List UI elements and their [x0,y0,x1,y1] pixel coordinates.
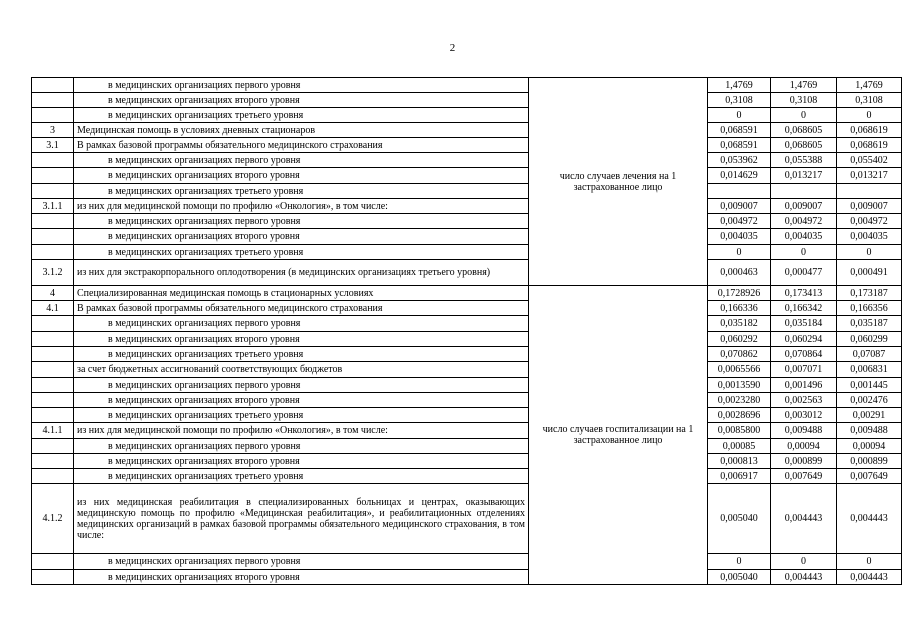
value-year-2: 1,4769 [771,78,837,93]
value-year-1: 0,00085 [708,439,771,454]
row-label: в медицинских организациях третьего уровня [74,184,529,199]
row-number [32,439,74,454]
value-year-3: 0,035187 [837,316,902,332]
table-row [32,423,902,439]
value-year-1: 0,068591 [708,138,771,153]
value-year-1: 0,014629 [708,168,771,184]
value-year-1: 0,0085800 [708,423,771,439]
value-year-2 [771,184,837,199]
value-year-1: 0,035182 [708,316,771,332]
value-year-3: 0,000491 [837,260,902,286]
value-year-2: 0,009007 [771,199,837,214]
row-number [32,362,74,378]
value-year-1: 0,004972 [708,214,771,229]
value-year-2: 0,068605 [771,138,837,153]
value-year-3: 0,060299 [837,332,902,347]
row-label: в медицинских организациях первого уровня [74,214,529,229]
table-row [32,229,902,245]
value-year-3: 0,068619 [837,138,902,153]
value-year-3: 0,004972 [837,214,902,229]
value-year-1: 0,053962 [708,153,771,168]
row-number [32,108,74,123]
row-label: за счет бюджетных ассигнований соответствующих бюджетов [74,362,529,378]
row-label: в медицинских организациях первого уровня [74,153,529,168]
row-number [32,93,74,108]
value-year-3: 0,002476 [837,393,902,408]
value-year-1: 0 [708,245,771,260]
table-row [32,454,902,469]
value-year-3: 0,3108 [837,93,902,108]
row-number: 4.1.2 [32,484,74,554]
value-year-3: 0,004443 [837,484,902,554]
table-row [32,378,902,393]
unit-cell: число случаев госпитализации на 1 застрахованное лицо [529,286,708,585]
value-year-2: 0,173413 [771,286,837,301]
row-label: в медицинских организациях второго уровня [74,93,529,108]
value-year-3: 0,166356 [837,301,902,316]
value-year-2: 0,000899 [771,454,837,469]
row-label: из них для медицинской помощи по профилю «Онкология», в том числе: [74,423,529,439]
value-year-1: 0,009007 [708,199,771,214]
table-row [32,245,902,260]
value-year-3: 0,009007 [837,199,902,214]
value-year-3: 0,006831 [837,362,902,378]
row-label: в медицинских организациях первого уровня [74,554,529,570]
row-label: в медицинских организациях первого уровня [74,316,529,332]
value-year-2: 0,004972 [771,214,837,229]
row-label: из них для экстракорпорального оплодотворения (в медицинских организациях третьего уровня) [74,260,529,286]
value-year-2: 0,007649 [771,469,837,484]
table-row [32,362,902,378]
table-row [32,78,902,93]
value-year-3: 0 [837,554,902,570]
table-row [32,214,902,229]
value-year-2: 0,060294 [771,332,837,347]
value-year-2: 0,007071 [771,362,837,378]
row-label: в медицинских организациях второго уровня [74,454,529,469]
value-year-2: 0,166342 [771,301,837,316]
value-year-2: 0 [771,245,837,260]
value-year-3: 0,013217 [837,168,902,184]
value-year-1: 0,005040 [708,570,771,585]
value-year-2: 0,004443 [771,570,837,585]
value-year-3: 0 [837,245,902,260]
row-number [32,408,74,423]
value-year-3: 0,007649 [837,469,902,484]
row-number [32,316,74,332]
table-row [32,554,902,570]
row-number [32,168,74,184]
table-row [32,393,902,408]
value-year-2: 0 [771,554,837,570]
row-label: из них для медицинской помощи по профилю «Онкология», в том числе: [74,199,529,214]
value-year-2: 0,055388 [771,153,837,168]
table-row [32,199,902,214]
row-label: Медицинская помощь в условиях дневных стационаров [74,123,529,138]
value-year-3: 0,000899 [837,454,902,469]
row-label: в медицинских организациях второго уровня [74,570,529,585]
row-label: в медицинских организациях второго уровня [74,393,529,408]
value-year-3: 0 [837,108,902,123]
row-label: в медицинских организациях третьего уровня [74,347,529,362]
row-label: в медицинских организациях первого уровня [74,439,529,454]
row-label: в медицинских организациях третьего уровня [74,245,529,260]
table-row [32,168,902,184]
value-year-1: 0,060292 [708,332,771,347]
indicator-table-body [32,78,902,585]
value-year-1: 0,166336 [708,301,771,316]
value-year-1: 0,0065566 [708,362,771,378]
row-label: В рамках базовой программы обязательного медицинского страхования [74,138,529,153]
row-number [32,184,74,199]
value-year-1: 0 [708,554,771,570]
page-number: 2 [449,42,456,54]
table-row [32,123,902,138]
table-row [32,260,902,286]
value-year-2: 0,3108 [771,93,837,108]
value-year-1: 0,0013590 [708,378,771,393]
row-number: 3.1.2 [32,260,74,286]
table-row [32,93,902,108]
table-row [32,316,902,332]
row-number [32,153,74,168]
value-year-3: 0,068619 [837,123,902,138]
table-row [32,469,902,484]
table-row [32,184,902,199]
table-row [32,332,902,347]
value-year-2: 0 [771,108,837,123]
unit-cell: число случаев лечения на 1 застрахованное лицо [529,78,708,286]
table-row [32,484,902,554]
row-label: в медицинских организациях третьего уровня [74,469,529,484]
value-year-3: 0,001445 [837,378,902,393]
row-label: в медицинских организациях первого уровня [74,78,529,93]
row-number [32,378,74,393]
value-year-1: 0,005040 [708,484,771,554]
value-year-3: 0,004443 [837,570,902,585]
row-number [32,332,74,347]
value-year-1: 0,070862 [708,347,771,362]
row-label: из них медицинская реабилитация в специализированных больницах и центрах, оказывающих медицинскую помощь по профилю «Медицинская реабилитация», и реабилитационных отделениях медицинских организаций в рамках базовой программы обязательного медицинского страхования, в том числе: [74,484,529,554]
row-number [32,78,74,93]
value-year-3: 0,173187 [837,286,902,301]
value-year-1: 0,004035 [708,229,771,245]
row-number: 3.1 [32,138,74,153]
table-row [32,439,902,454]
value-year-2: 0,002563 [771,393,837,408]
value-year-2: 0,00094 [771,439,837,454]
value-year-1 [708,184,771,199]
value-year-3: 0,07087 [837,347,902,362]
value-year-2: 0,068605 [771,123,837,138]
row-label: Специализированная медицинская помощь в стационарных условиях [74,286,529,301]
row-number [32,245,74,260]
row-number [32,347,74,362]
value-year-3: 1,4769 [837,78,902,93]
row-label: в медицинских организациях второго уровня [74,332,529,347]
value-year-1: 0,006917 [708,469,771,484]
value-year-1: 1,4769 [708,78,771,93]
value-year-1: 0,1728926 [708,286,771,301]
row-number [32,454,74,469]
table-row [32,301,902,316]
row-number [32,570,74,585]
value-year-1: 0,0028696 [708,408,771,423]
value-year-1: 0,0023280 [708,393,771,408]
table-row [32,347,902,362]
value-year-3: 0,00291 [837,408,902,423]
value-year-3: 0,055402 [837,153,902,168]
value-year-3: 0,004035 [837,229,902,245]
row-label: в медицинских организациях первого уровня [74,378,529,393]
table-row [32,286,902,301]
table-row [32,138,902,153]
row-number [32,229,74,245]
table-row [32,570,902,585]
row-label: в медицинских организациях второго уровня [74,229,529,245]
value-year-3 [837,184,902,199]
table-row [32,108,902,123]
table-row [32,408,902,423]
row-label: В рамках базовой программы обязательного медицинского страхования [74,301,529,316]
row-number [32,393,74,408]
row-label: в медицинских организациях второго уровня [74,168,529,184]
value-year-1: 0 [708,108,771,123]
row-number: 4 [32,286,74,301]
value-year-2: 0,003012 [771,408,837,423]
value-year-2: 0,004035 [771,229,837,245]
row-number: 4.1 [32,301,74,316]
row-number [32,554,74,570]
row-number: 3 [32,123,74,138]
value-year-2: 0,001496 [771,378,837,393]
value-year-2: 0,009488 [771,423,837,439]
indicator-table [31,77,902,585]
value-year-1: 0,068591 [708,123,771,138]
table-row [32,153,902,168]
value-year-2: 0,035184 [771,316,837,332]
row-number: 3.1.1 [32,199,74,214]
value-year-2: 0,000477 [771,260,837,286]
value-year-1: 0,000813 [708,454,771,469]
row-number [32,469,74,484]
value-year-2: 0,070864 [771,347,837,362]
value-year-2: 0,013217 [771,168,837,184]
value-year-3: 0,009488 [837,423,902,439]
row-number [32,214,74,229]
row-label: в медицинских организациях третьего уровня [74,108,529,123]
value-year-1: 0,000463 [708,260,771,286]
value-year-1: 0,3108 [708,93,771,108]
row-label: в медицинских организациях третьего уровня [74,408,529,423]
value-year-3: 0,00094 [837,439,902,454]
value-year-2: 0,004443 [771,484,837,554]
row-number: 4.1.1 [32,423,74,439]
